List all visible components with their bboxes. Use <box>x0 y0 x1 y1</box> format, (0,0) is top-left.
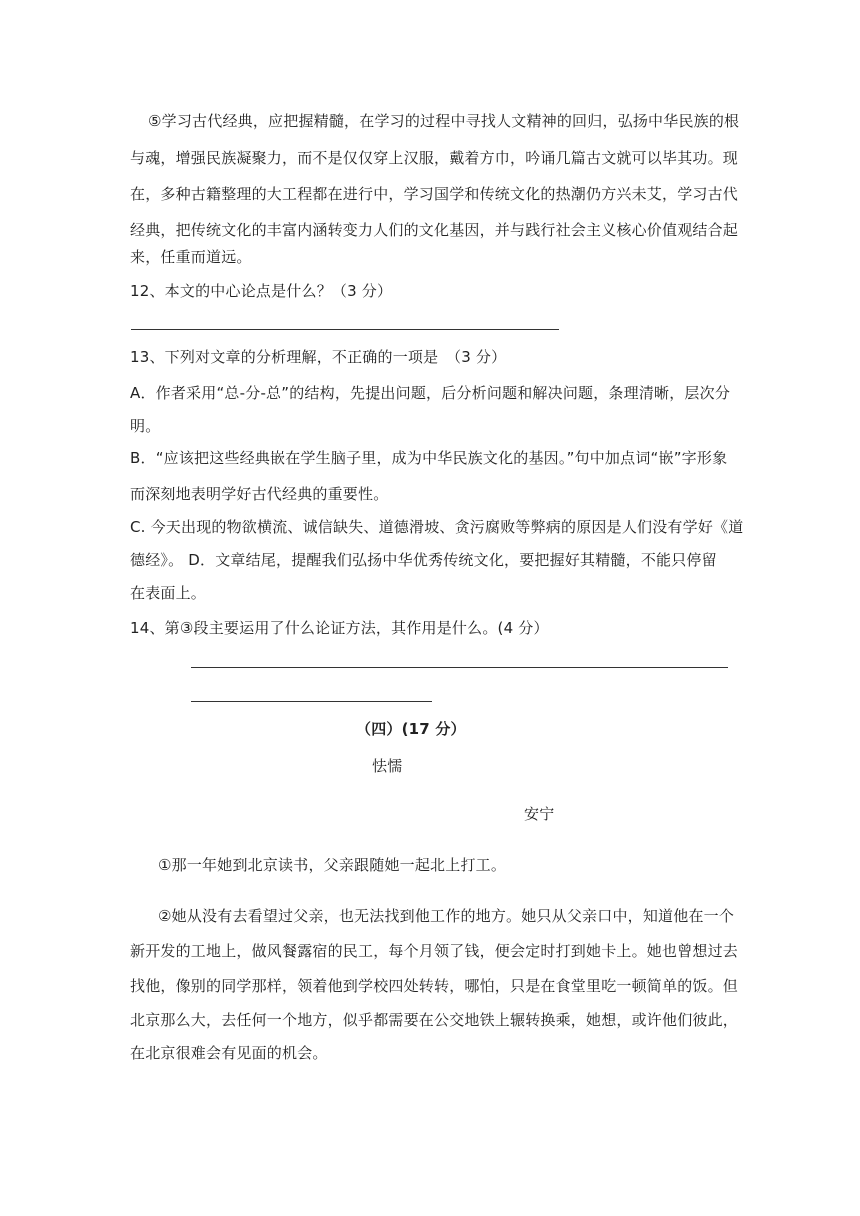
story-para2-line-5: 在北京很难会有见面的机会。 <box>130 1044 328 1062</box>
option-cd-line-3: 在表面上。 <box>130 584 207 602</box>
para5-line-5: 来，任重而道远。 <box>130 248 252 266</box>
option-a-line-1: A．作者采用“总-分-总”的结构，先提出问题，后分析问题和解决问题，条理清晰，层次分 <box>130 384 731 402</box>
option-cd-line-1: C. 今天出现的物欲横流、诚信缺失、道德滑坡、贪污腐败等弊病的原因是人们没有学好《道 <box>130 518 744 536</box>
question-12: 12、本文的中心论点是什么？（3 分） <box>130 282 393 300</box>
story-para2-line-4: 北京那么大，去任何一个地方，似乎都需要在公交地铁上辗转换乘，她想，或许他们彼此， <box>130 1011 739 1029</box>
para5-line-4: 经典，把传统文化的丰富内涵转变力人们的文化基因，并与践行社会主义核心价值观结合起 <box>130 221 739 239</box>
answer-line-q12[interactable] <box>131 329 559 330</box>
para5-line-2: 与魂，增强民族凝聚力，而不是仅仅穿上汉服，戴着方巾，吟诵几篇古文就可以毕其功。现 <box>130 149 739 167</box>
story-author: 安宁 <box>524 805 555 823</box>
story-para2-line-1: ②她从没有去看望过父亲，也无法找到他工作的地方。她只从父亲口中，知道他在一个 <box>158 907 735 925</box>
question-13: 13、下列对文章的分析理解，不正确的一项是 （3 分） <box>130 348 507 366</box>
answer-line-q14-1[interactable] <box>191 667 728 668</box>
para5-line-1: ⑤学习古代经典，应把握精髓，在学习的过程中寻找人文精神的回归，弘扬中华民族的根 <box>148 112 740 130</box>
question-14: 14、第③段主要运用了什么论证方法，其作用是什么。(4 分） <box>130 619 549 637</box>
option-b-line-2: 而深刻地表明学好古代经典的重要性。 <box>130 485 389 503</box>
option-b-line-1: B．“应该把这些经典嵌在学生脑子里，成为中华民族文化的基因。”句中加点词“嵌”字形象 <box>130 449 728 467</box>
section-heading: （四）(17 分） <box>356 720 466 738</box>
story-para2-line-2: 新开发的工地上，做风餐露宿的民工，每个月领了钱，便会定时打到她卡上。她也曾想过去 <box>130 942 739 960</box>
answer-line-q14-2[interactable] <box>191 701 432 702</box>
story-title: 怯懦 <box>372 757 403 775</box>
story-para1: ①那一年她到北京读书，父亲跟随她一起北上打工。 <box>158 856 507 874</box>
option-a-line-2: 明。 <box>130 417 161 435</box>
para5-line-3: 在，多种古籍整理的大工程都在进行中，学习国学和传统文化的热潮仍方兴未艾，学习古代 <box>130 185 739 203</box>
option-cd-line-2: 德经》。 D．文章结尾，提醒我们弘扬中华优秀传统文化，要把握好其精髓，不能只停留 <box>130 551 717 569</box>
story-para2-line-3: 找他，像别的同学那样，领着他到学校四处转转，哪怕，只是在食堂里吃一顿简单的饭。但 <box>130 977 739 995</box>
